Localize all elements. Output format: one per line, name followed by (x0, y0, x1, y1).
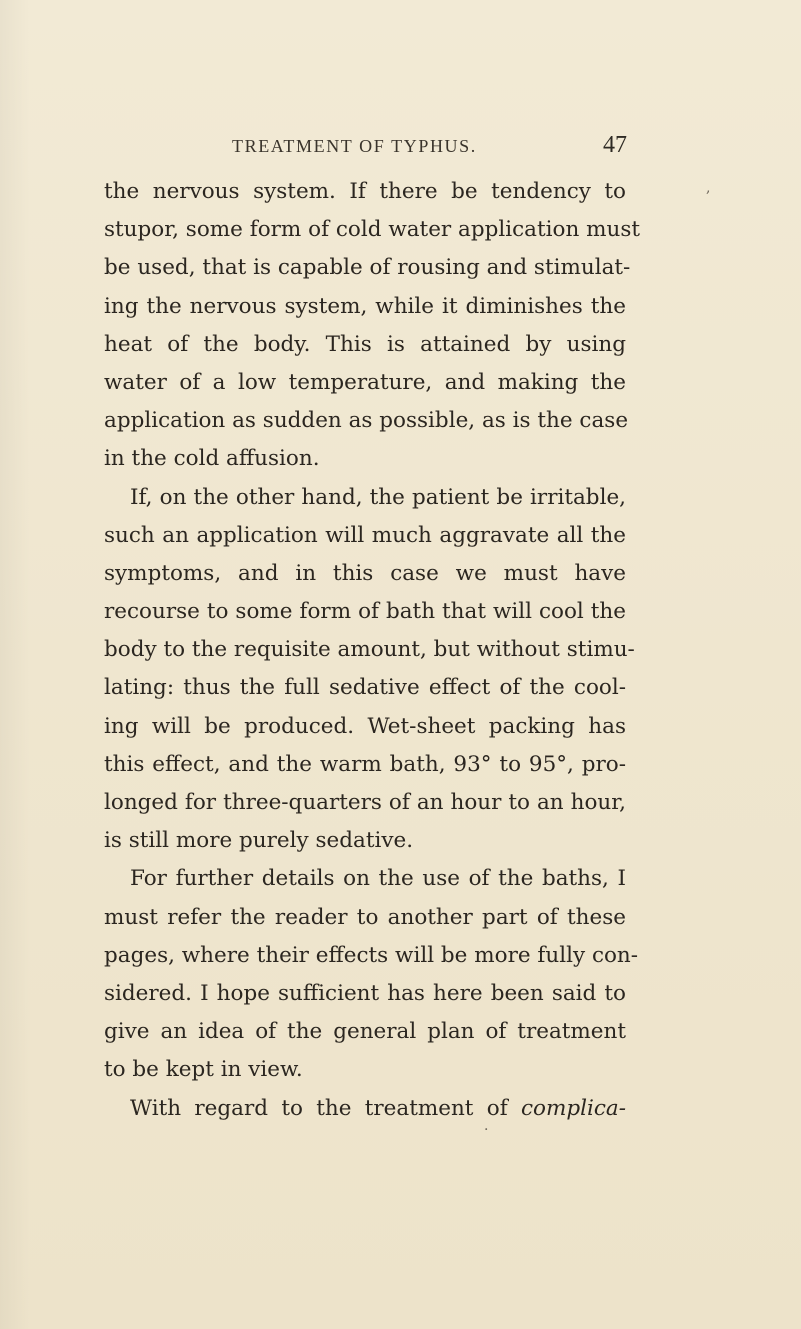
text-line: stupor, some form of cold water application must (104, 217, 641, 243)
body-text (104, 173, 641, 1128)
text-line: give an idea of the general plan of treatment (104, 1019, 626, 1045)
text-line: sidered. I hope sufficient has here been said to (104, 980, 626, 1006)
text-line: heat of the body. This is attained by using (104, 331, 626, 357)
text-line: lating: thus the full sedative effect of the cool- (104, 675, 626, 701)
text-line: If, on the other hand, the patient be irritable, (130, 484, 626, 510)
text-line: must refer the reader to another part of these (104, 904, 626, 930)
text-line: longed for three-quarters of an hour to an hour, (104, 790, 626, 815)
ink-speck: · (484, 1122, 489, 1138)
page-number: 47 (603, 132, 627, 158)
text-line: pages, where their effects will be more fully con- (104, 942, 639, 968)
text-line: the nervous system. If there be tendency to (104, 179, 626, 204)
text-line: body to the requisite amount, but without stimu- (104, 637, 635, 663)
text-line: ing the nervous system, while it diminishes the (104, 293, 626, 319)
text-line: For further details on the use of the baths, I (130, 866, 626, 892)
text-line: recourse to some form of bath that will cool the (104, 599, 626, 625)
text-line: ing will be produced. Wet-sheet packing has (104, 713, 626, 739)
text-line: symptoms, and in this case we must have (104, 560, 626, 586)
running-title: TREATMENT OF TYPHUS. (232, 136, 477, 156)
text-line: application as sudden as possible, as is the case (104, 408, 629, 434)
text-line: this effect, and the warm bath, 93° to 95°, pro- (104, 751, 626, 777)
text-line: such an application will much aggravate all the (104, 522, 626, 548)
margin-mark: , (706, 180, 711, 196)
italic-word: complica- (520, 1095, 626, 1121)
text-line: water of a low temperature, and making the (104, 369, 626, 395)
text-line: be used, that is capable of rousing and stimulat- (104, 255, 631, 281)
text-line: to be kept in view. (104, 1057, 303, 1083)
text-line-final-roman: With regard to the treatment of (130, 1095, 508, 1121)
text-line: is still more purely sedative. (104, 828, 414, 854)
running-head (232, 132, 627, 166)
text-line: in the cold affusion. (104, 446, 320, 472)
text-line-final (104, 1090, 626, 1128)
